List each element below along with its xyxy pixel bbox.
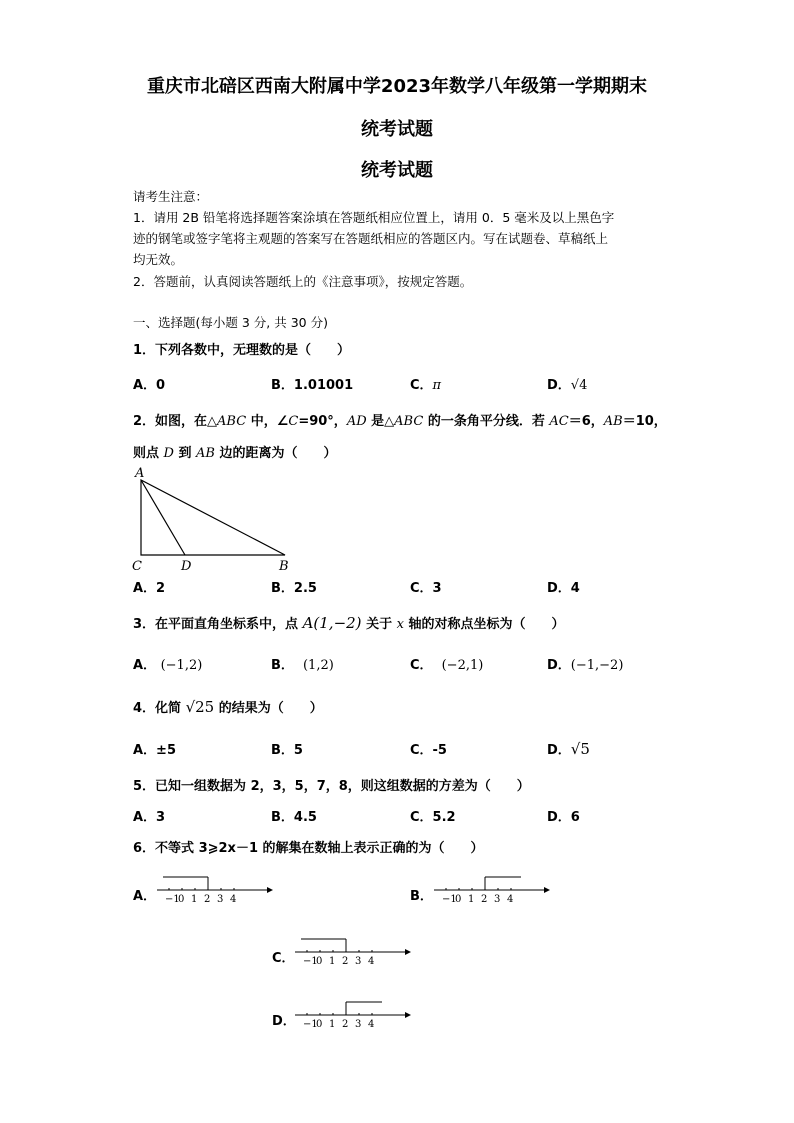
axis-arrow [405,949,411,955]
tick-label: 4 [368,956,375,967]
option-d: D．√4 [547,378,588,393]
option-c: C． (−2,1) [410,658,484,673]
question-stem: 4．化简 √25 的结果为（ ） [133,698,323,716]
number-line-b [432,872,552,908]
tick-label: 4 [368,1019,375,1030]
label-c: C [132,559,142,574]
question-stem: 3．在平面直角坐标系中，点 A(1,−2) 关于 x 轴的对称点坐标为（ ） [133,614,565,632]
question-stem: 5．已知一组数据为 2，3，5，7，8，则这组数据的方差为（ ） [133,779,530,794]
option-d: D．6 [547,810,580,825]
question-stem: 1．下列各数中，无理数的是（ ） [133,343,351,358]
tick-label: 2 [342,956,349,967]
option-b: B． (1,2) [271,658,334,673]
option-a: A．0 [133,378,166,393]
question-stem: 2．如图，在△ABC 中，∠C=90°，AD 是△ABC 的一条角平分线．若 AC＝6，AB＝10， [133,414,667,429]
tick-label: −1 [303,956,318,967]
page-subtitle: 统考试题 [361,119,433,140]
tick-label: 0 [178,894,185,905]
tick-label: 2 [481,894,488,905]
tick-label: 1 [329,1019,336,1030]
question-stem-line2: 则点 D 到 AB 边的距离为（ ） [133,446,337,461]
tick-label: 4 [507,894,514,905]
page-title: 重庆市北碚区西南大附属中学2023年数学八年级第一学期期末 [146,76,648,97]
tick-label: 0 [316,1019,323,1030]
option-c: C．3 [410,581,442,596]
tick-label: 3 [217,894,224,905]
option-a: A． (−1,2) [133,658,203,673]
option-b: B．1.01001 [271,378,354,393]
option-c: C．5.2 [410,810,456,825]
option-a: A．3 [133,810,166,825]
option-a: A． [133,889,157,904]
option-a: A．2 [133,581,166,596]
number-line-d [293,997,413,1033]
tick-label: −1 [442,894,457,905]
option-b: B．4.5 [271,810,317,825]
notice-heading: 请考生注意： [133,189,209,204]
notice-line: 2．答题前，认真阅读答题纸上的《注意事项》，按规定答题。 [133,274,473,289]
notice-line: 均无效。 [133,252,184,267]
notice-line: 1．请用 2B 铅笔将选择题答案涂填在答题纸相应位置上，请用 0．5 毫米及以上黑色字 [133,210,615,225]
tick-label: 3 [355,1019,362,1030]
triangle-figure [125,462,300,574]
option-d: D． [272,1014,296,1029]
option-b: B．2.5 [271,581,317,596]
option-d: D．√5 [547,740,590,758]
page-subtitle-repeat: 统考试题 [361,160,433,181]
option-c: C． [272,951,295,966]
number-line-c [293,934,413,970]
tick-label: 3 [494,894,501,905]
notice-line: 迹的钢笔或签字笔将主观题的答案写在答题纸相应的答题区内。写在试题卷、草稿纸上 [133,231,609,246]
tick-label: 0 [455,894,462,905]
number-line-a [155,872,275,908]
tick-label: 2 [342,1019,349,1030]
label-b: B [279,559,289,574]
option-b: B．5 [271,743,303,758]
tick-label: 1 [468,894,475,905]
tick-label: 3 [355,956,362,967]
tick-label: 2 [204,894,211,905]
axis-arrow [405,1012,411,1018]
option-a: A．±5 [133,743,176,758]
axis-arrow [544,887,550,893]
tick-label: 1 [191,894,198,905]
label-a: A [135,466,145,481]
tick-label: 1 [329,956,336,967]
tick-label: 4 [230,894,237,905]
question-stem: 6．不等式 3⩾2x－1 的解集在数轴上表示正确的为（ ） [133,841,484,856]
option-c: C．-5 [410,743,447,758]
option-c: C．π [410,378,442,393]
tick-label: 0 [316,956,323,967]
label-d: D [181,559,192,574]
axis-arrow [267,887,273,893]
tick-label: −1 [165,894,180,905]
option-b: B． [410,889,433,904]
section-title: 一、选择题(每小题 3 分, 共 30 分) [133,315,328,330]
option-d: D．4 [547,581,580,596]
option-d: D．(−1,−2) [547,658,624,673]
tick-label: −1 [303,1019,318,1030]
